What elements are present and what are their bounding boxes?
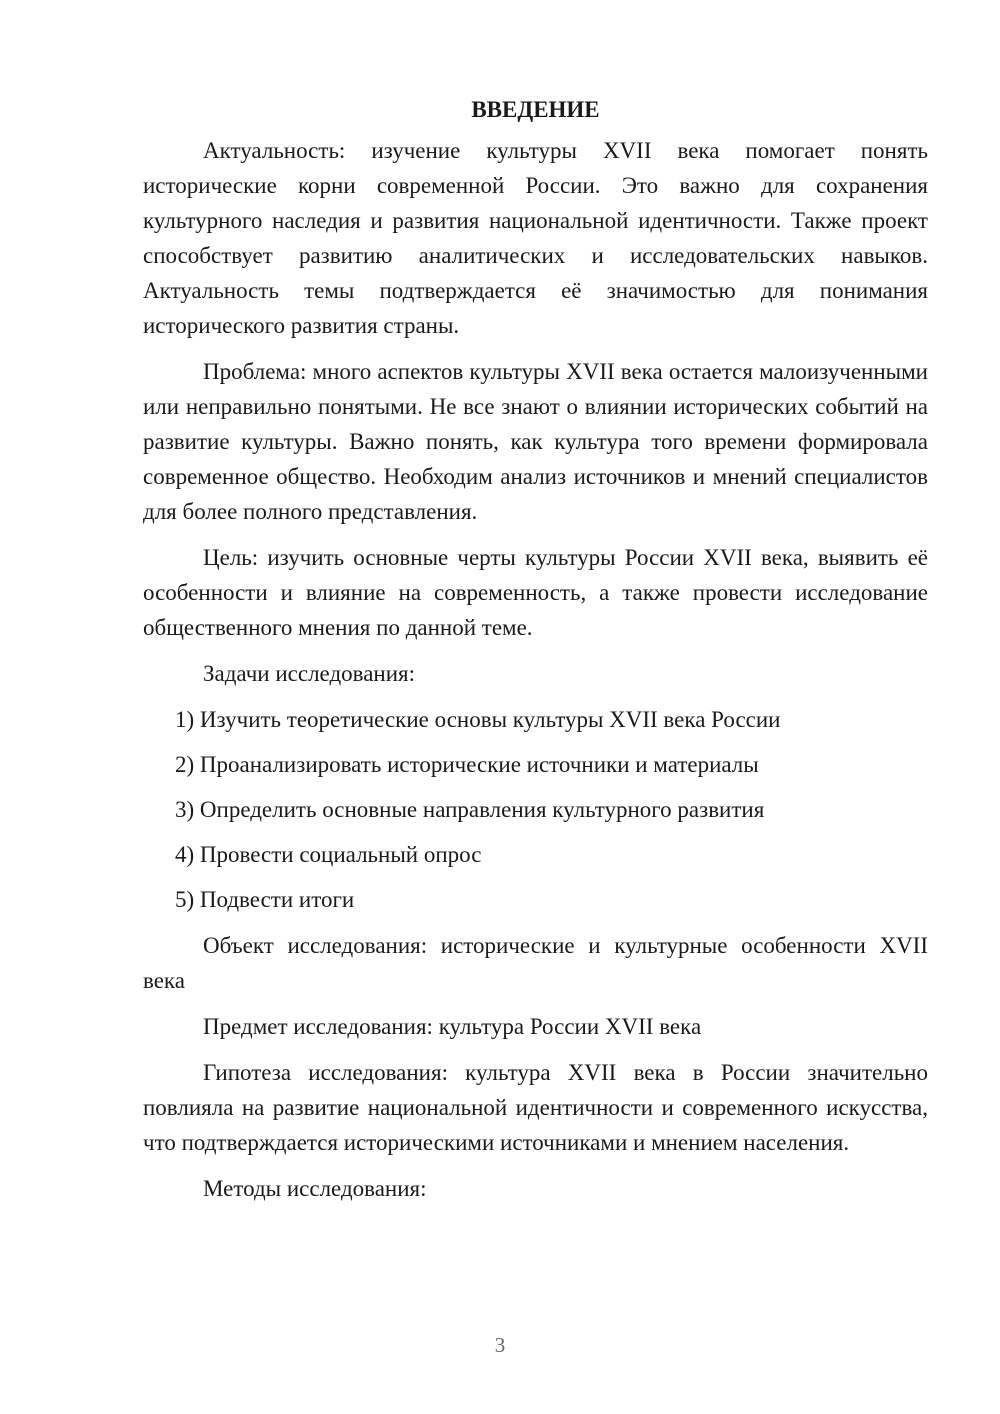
methods-title: Методы исследования: (203, 1176, 427, 1201)
list-item: 2) Проанализировать исторические источники и материалы (175, 752, 759, 777)
document-page (143, 92, 928, 1217)
actuality-paragraph: Актуальность: изучение культуры XVII века помогает понять исторические корни современной России. Это важно для сохранения культурного наследия и развития национальной идентичности. Также проект способствует развитию аналитических и исследовательских навыков. Актуальность темы подтверждается её значимостью для понимания исторического развития страны. (143, 138, 928, 338)
hypothesis-paragraph: Гипотеза исследования: культура XVII века в России значительно повлияла на развитие национальной идентичности и современного искусства, что подтверждается историческими источниками и мнением населения. (143, 1060, 928, 1155)
list-item: 1) Изучить теоретические основы культуры XVII века России (175, 707, 781, 732)
problem-paragraph: Проблема: много аспектов культуры XVII века остается малоизученными или неправильно понятыми. Не все знают о влиянии исторических событий на развитие культуры. Важно понять, как культура того времени формировала современное общество. Необходим анализ источников и мнений специалистов для более полного представления. (143, 359, 928, 524)
page-number: 3 (494, 1333, 506, 1357)
section-heading: ВВЕДЕНИЕ (471, 97, 600, 122)
tasks-list (143, 702, 928, 917)
subject-paragraph: Предмет исследования: культура России XVII века (203, 1014, 702, 1039)
list-item: 3) Определить основные направления культурного развития (175, 797, 765, 822)
goal-paragraph: Цель: изучить основные черты культуры России XVII века, выявить её особенности и влияние на современность, а также провести исследование общественного мнения по данной теме. (143, 545, 928, 640)
object-paragraph: Объект исследования: исторические и культурные особенности XVII века (143, 933, 928, 993)
tasks-title: Задачи исследования: (203, 661, 416, 686)
list-item: 4) Провести социальный опрос (175, 842, 482, 867)
list-item: 5) Подвести итоги (175, 887, 355, 912)
